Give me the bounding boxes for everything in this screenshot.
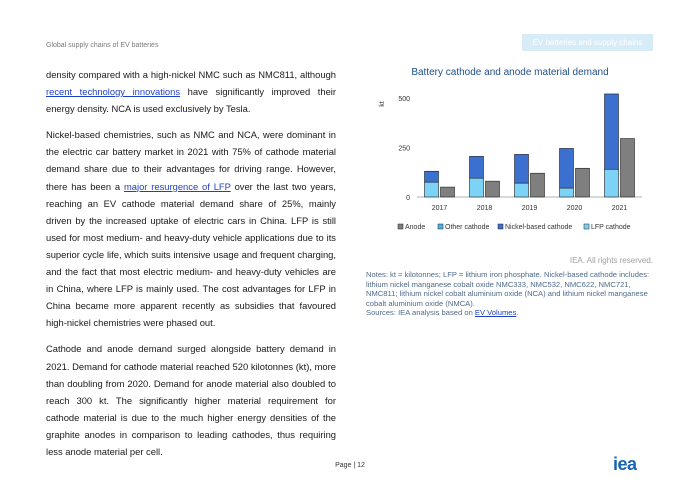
p1-text-b: have significantly improved their energy density. NCA is used exclusively by Tesla. <box>46 86 336 115</box>
paragraph-3: Cathode and anode demand surged alongside battery demand in 2021. Demand for cathode material reached 520 kilotonnes (kt), more than doubling from 2020. Demand for anode material also doubled to reach 300 kt. The significantly higher material requirement for cathode material is due to the much higher energy densities of the graphite anodes in comparison to leading cathodes, thus requiring less anode material per cell. <box>46 343 336 457</box>
paragraph-2 <box>46 126 336 331</box>
p2-text-b: over the last two years, reaching an EV cathode material demand share of 25%, mainly driven by the increased uptake of electric cars in China. LFP is still used for most medium- and heavy-duty vehicle applications due to its superior cycle life, which suits intensive usage and frequent charging, and the fact that most electric medium- and heavy-duty vehicles are in China, where LFP is mainly used. The cost advantages for LFP in China became more apparent recently as subsidies that favoured high-nickel chemistries were phased out. <box>46 180 336 329</box>
chart-notes <box>366 270 658 318</box>
paragraph-1 <box>46 66 336 117</box>
link-recent-technology-innovations[interactable]: recent technology innovations <box>46 86 181 98</box>
section-badge: EV batteries and supply chains <box>522 34 653 51</box>
body-text <box>46 66 336 469</box>
legend-swatch-nickel-based-cathode <box>498 224 503 229</box>
link-ev-volumes[interactable]: EV Volumes <box>474 308 517 318</box>
sources-prefix: Sources: IEA analysis based on <box>366 308 475 318</box>
legend-swatch-other-cathode <box>438 224 443 229</box>
x-tick-label: 2018 <box>476 205 493 212</box>
bar-anode-2020 <box>576 168 590 197</box>
x-tick-label: 2021 <box>611 205 628 212</box>
y-tick-label: 250 <box>398 145 410 153</box>
bar-anode-2017 <box>441 187 455 197</box>
y-axis-label: kt <box>379 101 386 107</box>
bar-lfp-cathode-2021 <box>605 169 619 197</box>
sources-suffix: . <box>516 308 519 318</box>
x-tick-label: 2017 <box>431 205 448 212</box>
bar-nickel-based-cathode-2018 <box>470 156 484 178</box>
notes-text: Notes: kt = kilotonnes; LFP = lithium iron phosphate. Nickel-based cathode includes: lithium nickel manganese cobalt oxide NMC333, NMC532, NMC622, NMC721, NMC811; lithium nickel cobalt aluminium oxide (NCA) and lithium nickel manganese cobalt aluminium oxide (NMCA). <box>366 270 650 308</box>
header-report-title: Global supply chains of EV batteries <box>46 42 159 49</box>
bar-anode-2019 <box>531 173 545 197</box>
bar-nickel-based-cathode-2017 <box>425 171 439 182</box>
p1-text-a: density compared with a high-nickel NMC such as NMC811, although <box>46 69 336 80</box>
x-tick-label: 2020 <box>566 205 583 212</box>
iea-logo: iea <box>613 454 637 474</box>
bar-anode-2021 <box>621 139 635 197</box>
legend-label: Other cathode <box>445 224 490 231</box>
legend-label: LFP cathode <box>591 224 631 231</box>
y-tick-label: 0 <box>406 195 410 202</box>
bar-lfp-cathode-2019 <box>515 183 529 197</box>
bar-lfp-cathode-2020 <box>560 188 574 197</box>
legend-label: Nickel-based cathode <box>505 224 573 231</box>
legend-swatch-anode <box>398 224 403 229</box>
bar-nickel-based-cathode-2020 <box>560 148 574 188</box>
chart-title: Battery cathode and anode material demand <box>411 67 609 78</box>
legend-swatch-lfp-cathode <box>584 224 589 229</box>
legend-label: Anode <box>405 224 426 231</box>
bar-nickel-based-cathode-2021 <box>605 94 619 169</box>
link-major-resurgence-lfp[interactable]: major resurgence of LFP <box>123 180 231 192</box>
credit-line: IEA. All rights reserved. <box>569 256 653 265</box>
p2-text-a: Nickel-based chemistries, such as NMC and NCA, were dominant in the electric car battery market in 2021 with 75% of cathode material demand share due to their advantages for driving range. However, there has been a <box>46 129 336 192</box>
bar-lfp-cathode-2018 <box>470 178 484 197</box>
y-tick-label: 500 <box>398 95 410 103</box>
x-tick-label: 2019 <box>521 205 538 212</box>
chart <box>362 84 662 242</box>
bar-anode-2018 <box>486 181 500 197</box>
bar-lfp-cathode-2017 <box>425 182 439 197</box>
bar-nickel-based-cathode-2019 <box>515 154 529 183</box>
page-number: Page | 12 <box>335 462 365 469</box>
